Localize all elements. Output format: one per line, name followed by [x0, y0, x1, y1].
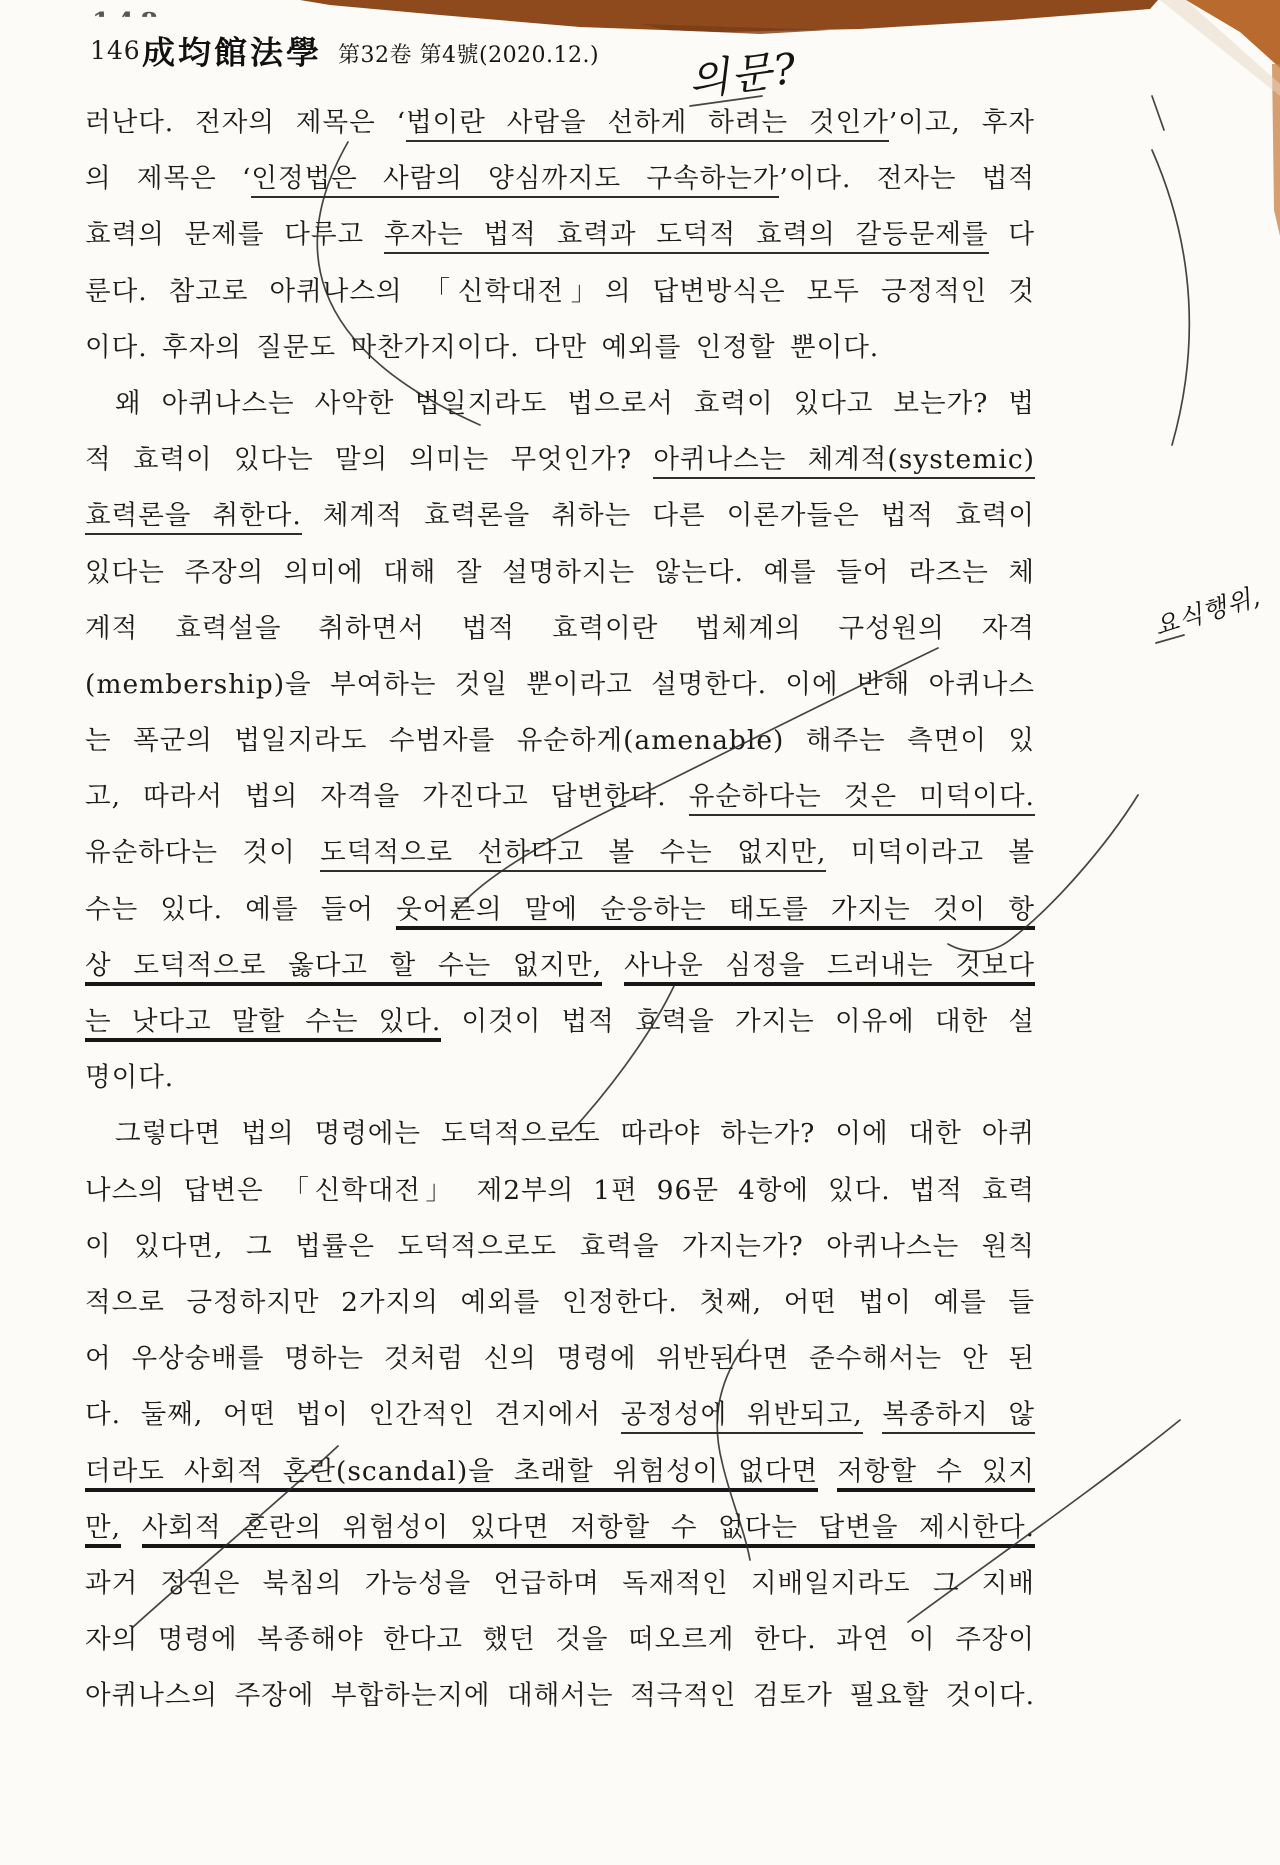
handwritten-margin-note: 요식행위,: [1150, 581, 1264, 642]
text-segment: [602, 950, 624, 981]
underlined-text-segment: 사나운 심정을 드러내는 것보다: [624, 950, 1035, 986]
text-segment: 이다. 후자의 질문도 마찬가지이다. 다만 예외를 인정할 뿐이다.: [85, 331, 880, 363]
text-line: [85, 1668, 1035, 1724]
text-segment: 는 폭군의 법일지라도 수범자를 유순하게(amenable) 해주는 측면이 있: [85, 725, 1035, 757]
journal-issue: 第32卷 第4號(2020.12.): [338, 43, 600, 68]
text-segment: [121, 1512, 142, 1543]
underlined-text-segment: 웃어른의 말에 순응하는 태도를 가지는 것이 항: [396, 894, 1035, 930]
text-segment: 자의 명령에 복종해야 한다고 했던 것을 떠오르게 한다. 과연 이 주장이: [85, 1624, 1035, 1656]
underlined-text-segment: 만,: [85, 1512, 121, 1548]
underlined-text-segment: 아퀴나스는 체계적(systemic): [653, 444, 1035, 479]
text-segment: 왜 아퀴나스는 사악한 법일지라도 법으로서 효력이 있다고 보는가? 법: [115, 387, 1035, 419]
text-segment: 의 제목은 ‘: [85, 163, 252, 195]
text-segment: [818, 1456, 837, 1487]
underlined-text-segment: 상 도덕적으로 옳다고 할 수는 없지만,: [85, 950, 602, 986]
text-line: [85, 320, 1035, 376]
text-line: [85, 1612, 1035, 1668]
text-segment: 적으로 긍정하지만 2가지의 예외를 인정한다. 첫째, 어떤 법이 예를 들: [85, 1286, 1035, 1318]
text-line: [85, 376, 1035, 432]
text-line: [85, 882, 1035, 938]
text-line: [85, 1050, 1035, 1106]
text-line: [85, 1387, 1035, 1443]
text-line: [85, 601, 1035, 657]
underlined-text-segment: 는 낫다고 말할 수는 있다.: [85, 1006, 441, 1042]
underlined-text-segment: 법이란 사람을 선하게 하려는 것인가: [406, 107, 889, 142]
text-segment: 다. 둘째, 어떤 법이 인간적인 견지에서: [85, 1399, 621, 1431]
underlined-text-segment: 더라도 사회적 혼란(scandal)을 초래할 위험성이 없다면: [85, 1456, 818, 1492]
text-segment: 룬다. 참고로 아퀴나스의 「신학대전」의 답변방식은 모두 긍정적인 것: [85, 275, 1035, 307]
underlined-text-segment: 공정성에 위반되고,: [621, 1399, 863, 1434]
text-line: [85, 938, 1035, 994]
text-segment: 있다는 주장의 의미에 대해 잘 설명하지는 않는다. 예를 들어 라즈는 체: [85, 556, 1035, 588]
text-line: [85, 432, 1035, 488]
text-segment: 어 우상숭배를 명하는 것처럼 신의 명령에 위반된다면 준수해서는 안 된: [85, 1343, 1035, 1375]
text-line: [85, 151, 1035, 207]
text-line: [85, 1275, 1035, 1331]
underlined-text-segment: 도덕적으로 선하다고 볼 수는 없지만,: [320, 837, 826, 872]
text-line: [85, 1106, 1035, 1162]
page-number: 146: [90, 36, 141, 65]
text-line: [85, 713, 1035, 769]
text-line: [85, 1556, 1035, 1612]
text-line: [85, 1331, 1035, 1387]
text-segment: 미덕이라고 볼: [826, 837, 1035, 869]
text-segment: 명이다.: [85, 1062, 175, 1094]
text-segment: 나스의 답변은 「신학대전」 제2부의 1편 96문 4항에 있다. 법적 효력: [85, 1174, 1035, 1206]
text-line: [85, 769, 1035, 825]
text-segment: 러난다. 전자의 제목은 ‘: [85, 107, 407, 138]
text-segment: ’이다. 전자는 법적: [779, 163, 1035, 195]
text-segment: [863, 1399, 883, 1430]
text-line: [85, 264, 1035, 320]
text-line: [85, 1163, 1035, 1219]
text-segment: (membership)을 부여하는 것일 뿐이라고 설명한다. 이에 반해 아퀴나스: [85, 668, 1035, 700]
text-segment: ’이고, 후자: [888, 107, 1035, 138]
text-line: [85, 1500, 1035, 1556]
text-segment: 유순하다는 것이: [85, 837, 321, 869]
text-segment: 과거 정권은 북침의 가능성을 언급하며 독재적인 지배일지라도 그 지배: [85, 1567, 1035, 1599]
text-segment: 아퀴나스의 주장에 부합하는지에 대해서는 적극적인 검토가 필요할 것이다.: [85, 1680, 1035, 1712]
text-segment: 이것이 법적 효력을 가지는 이유에 대한 설: [441, 1006, 1036, 1037]
journal-title: 成均館法學: [142, 33, 322, 72]
underlined-text-segment: 사회적 혼란의 위험성이 있다면 저항할 수 없다는 답변을 제시한다.: [142, 1512, 1035, 1548]
text-line: [85, 825, 1035, 881]
text-line: [85, 207, 1035, 263]
text-line: [85, 1444, 1035, 1500]
text-line: [85, 488, 1035, 544]
text-segment: 다: [988, 219, 1035, 251]
body-text: [85, 95, 1035, 1724]
text-segment: 계적 효력설을 취하면서 법적 효력이란 법체계의 구성원의 자격: [85, 612, 1035, 644]
text-segment: 적 효력이 있다는 말의 의미는 무엇인가?: [85, 444, 654, 476]
text-line: [85, 545, 1035, 601]
text-segment: 고, 따라서 법의 자격을 가진다고 답변한다.: [85, 781, 689, 813]
text-line: [85, 657, 1035, 713]
text-line: [85, 994, 1035, 1050]
text-line: [85, 1219, 1035, 1275]
text-segment: 효력의 문제를 다루고: [85, 219, 384, 251]
underlined-text-segment: 저항할 수 있지: [837, 1456, 1035, 1492]
text-segment: 체계적 효력론을 취하는 다른 이론가들은 법적 효력이: [301, 500, 1035, 532]
underlined-text-segment: 후자는 법적 효력과 도덕적 효력의 갈등문제를: [384, 219, 989, 254]
underlined-text-segment: 인정법은 사람의 양심까지도 구속하는가: [251, 163, 779, 198]
text-segment: 그렇다면 법의 명령에는 도덕적으로도 따라야 하는가? 이에 대한 아퀴: [115, 1118, 1035, 1150]
text-line: [85, 95, 1035, 151]
text-segment: 이 있다면, 그 법률은 도덕적으로도 효력을 가지는가? 아퀴나스는 원칙: [85, 1230, 1035, 1262]
underlined-text-segment: 유순하다는 것은 미덕이다.: [689, 781, 1035, 816]
handwritten-note-question: 의문?: [685, 43, 801, 106]
text-segment: 수는 있다. 예를 들어: [85, 893, 397, 925]
underlined-text-segment: 효력론을 취한다.: [85, 500, 302, 535]
underlined-text-segment: 복종하지 않: [882, 1399, 1035, 1434]
